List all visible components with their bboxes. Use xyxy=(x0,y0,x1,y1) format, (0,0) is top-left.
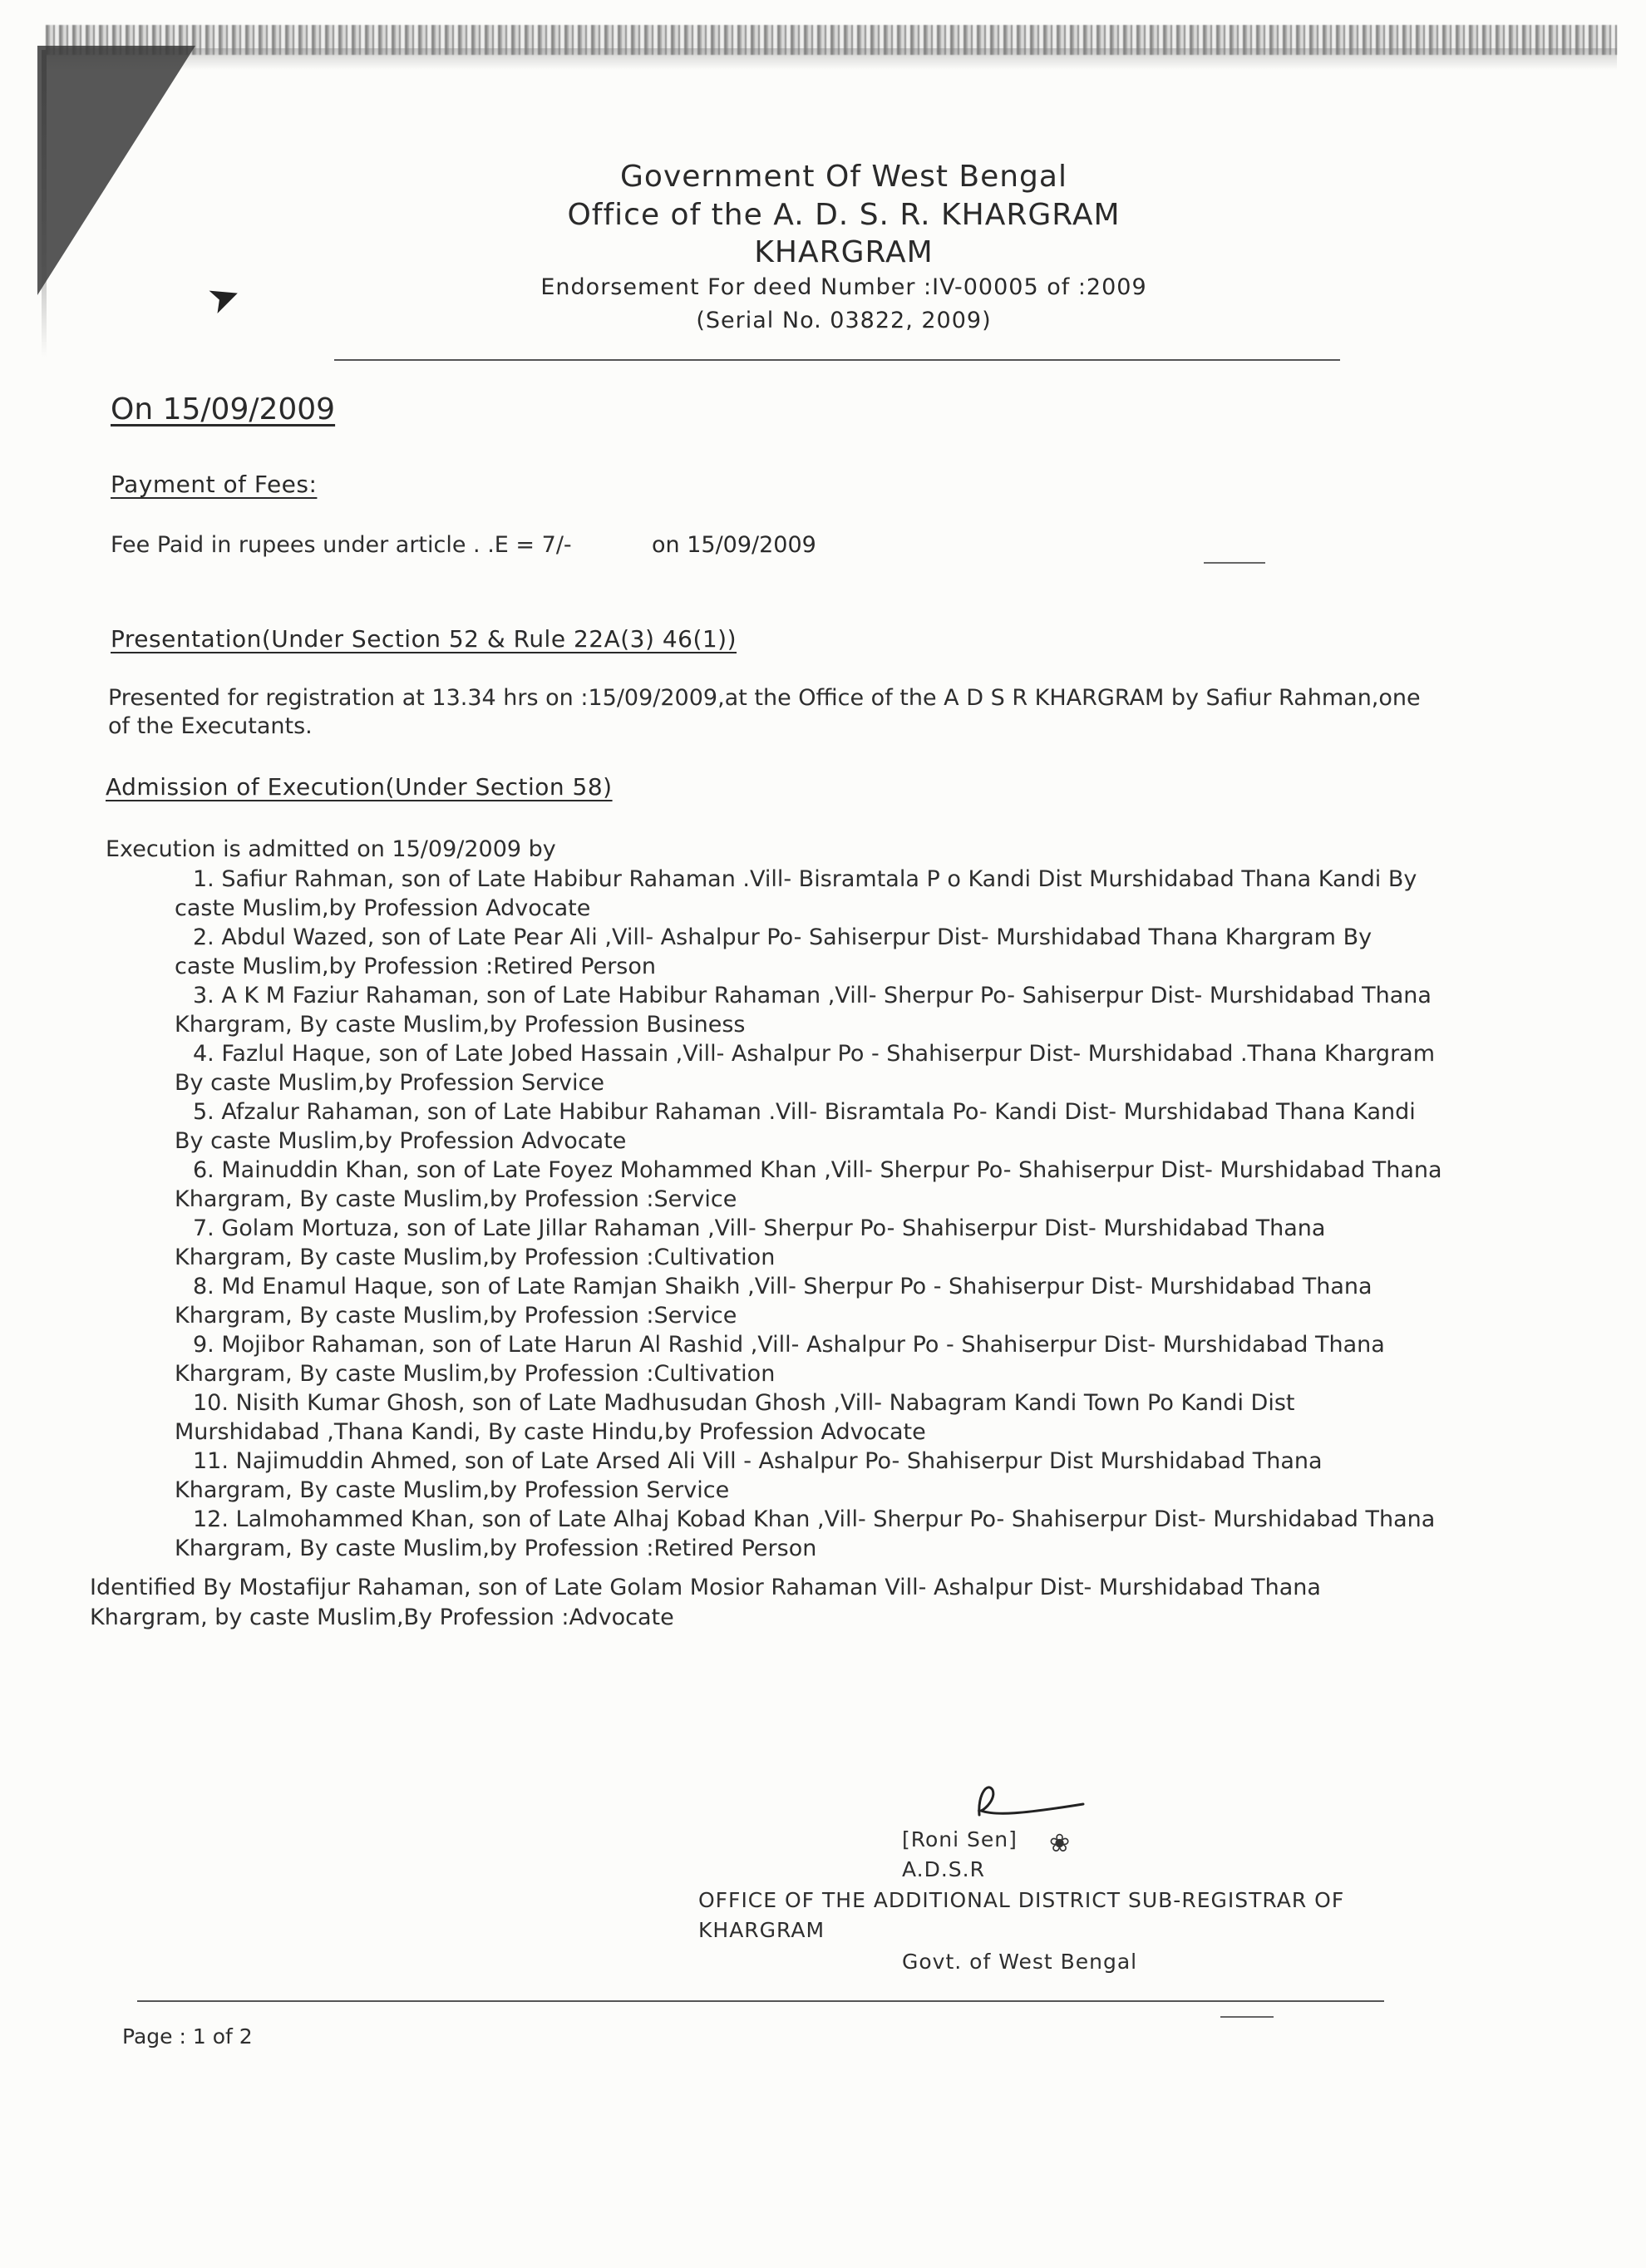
payment-section-title: Payment of Fees: xyxy=(111,471,318,498)
scribble-mark xyxy=(1204,562,1265,564)
stamp-scribble-icon: ❀ xyxy=(1049,1829,1071,1858)
executant-item: 3. A K M Faziur Rahaman, son of Late Habibur Rahaman ,Vill- Sherpur Po- Sahiserpur Dist- Murshidabad Thana Khargram, By caste Muslim,by Profession Business xyxy=(175,983,1432,1038)
presentation-line-2: of the Executants. xyxy=(108,713,313,739)
executant-item: 9. Mojibor Rahaman, son of Late Harun Al Rashid ,Vill- Ashalpur Po - Shahiserpur Dist- Murshidabad Thana Khargram, By caste Muslim,by Profession :Cultivation xyxy=(175,1332,1385,1387)
executants-list xyxy=(175,865,1588,1563)
header-deed-number: Endorsement For deed Number :IV-00005 of :2009 xyxy=(540,274,1147,300)
header-divider xyxy=(334,359,1340,361)
signatory-government: Govt. of West Bengal xyxy=(902,1950,1138,1974)
fee-paid-date: on 15/09/2009 xyxy=(652,532,816,558)
scan-left-edge xyxy=(42,50,47,357)
executant-item: 6. Mainuddin Khan, son of Late Foyez Mohammed Khan ,Vill- Sherpur Po- Shahiserpur Dist- Murshidabad Thana Khargram, By caste Muslim,by Profession :Service xyxy=(175,1157,1442,1212)
signatory-name: [Roni Sen] xyxy=(902,1827,1018,1851)
executant-item: 5. Afzalur Rahaman, son of Late Habibur Rahaman .Vill- Bisramtala Po- Kandi Dist- Murshidabad Thana Kandi By caste Muslim,by Profession Advocate xyxy=(175,1099,1416,1154)
presentation-section-title: Presentation(Under Section 52 & Rule 22A(3) 46(1)) xyxy=(111,625,737,653)
header-location: KHARGRAM xyxy=(754,235,934,269)
presentation-line-1: Presented for registration at 13.34 hrs on :15/09/2009,at the Office of the A D S R KHARGRAM by Safiur Rahman,one xyxy=(108,685,1421,711)
page-number: Page : 1 of 2 xyxy=(122,2024,253,2049)
signatory-designation: A.D.S.R xyxy=(902,1857,985,1881)
scan-corner-fold xyxy=(37,46,195,295)
footer-divider xyxy=(137,2000,1384,2002)
header-government: Government Of West Bengal xyxy=(620,160,1067,194)
admission-section-title: Admission of Execution(Under Section 58) xyxy=(106,773,613,801)
executant-item: 10. Nisith Kumar Ghosh, son of Late Madhusudan Ghosh ,Vill- Nabagram Kandi Town Po Kandi Dist Murshidabad ,Thana Kandi, By caste Hindu,by Profession Advocate xyxy=(175,1390,1295,1445)
signatory-office-line-2: KHARGRAM xyxy=(698,1918,825,1942)
signature-mark xyxy=(971,1777,1087,1827)
executant-item: 7. Golam Mortuza, son of Late Jillar Rahaman ,Vill- Sherpur Po- Shahiserpur Dist- Murshidabad Thana Khargram, By caste Muslim,by Profession :Cultivation xyxy=(175,1215,1326,1270)
executant-item: 1. Safiur Rahman, son of Late Habibur Rahaman .Vill- Bisramtala P o Kandi Dist Murshidabad Thana Kandi By caste Muslim,by Profession Advocate xyxy=(175,866,1417,921)
endorsement-date: On 15/09/2009 xyxy=(111,392,336,426)
header-office: Office of the A. D. S. R. KHARGRAM xyxy=(567,198,1121,232)
scan-edge-shadow xyxy=(46,48,1617,70)
identified-by xyxy=(90,1573,1470,1633)
executant-item: 12. Lalmohammed Khan, son of Late Alhaj Kobad Khan ,Vill- Sherpur Po- Shahiserpur Dist- Murshidabad Thana Khargram, By caste Muslim,by Profession :Retired Person xyxy=(175,1506,1436,1561)
scribble-mark xyxy=(1220,2016,1274,2018)
identified-line-1: Identified By Mostafijur Rahaman, son of Late Golam Mosior Rahaman Vill- Ashalpur Dist- Murshidabad Thana xyxy=(90,1575,1321,1600)
executant-item: 11. Najimuddin Ahmed, son of Late Arsed Ali Vill - Ashalpur Po- Shahiserpur Dist Murshidabad Thana Khargram, By caste Muslim,by Profession Service xyxy=(175,1448,1323,1503)
document-header xyxy=(449,158,1239,338)
pen-mark-icon: ➤ xyxy=(200,270,247,323)
fee-paid-text: Fee Paid in rupees under article . .E = 7/- xyxy=(111,532,572,558)
executant-item: 8. Md Enamul Haque, son of Late Ramjan Shaikh ,Vill- Sherpur Po - Shahiserpur Dist- Murshidabad Thana Khargram, By caste Muslim,by Profession :Service xyxy=(175,1274,1372,1329)
signatory-office-line-1: OFFICE OF THE ADDITIONAL DISTRICT SUB-REGISTRAR OF xyxy=(698,1888,1345,1912)
executant-item: 2. Abdul Wazed, son of Late Pear Ali ,Vill- Ashalpur Po- Sahiserpur Dist- Murshidabad Thana Khargram By caste Muslim,by Profession :Retired Person xyxy=(175,924,1372,979)
header-serial-number: (Serial No. 03822, 2009) xyxy=(696,308,992,333)
executant-item: 4. Fazlul Haque, son of Late Jobed Hassain ,Vill- Ashalpur Po - Shahiserpur Dist- Murshidabad .Thana Khargram By caste Muslim,by Profession Service xyxy=(175,1041,1436,1096)
identified-line-2: Khargram, by caste Muslim,By Profession :Advocate xyxy=(90,1605,674,1630)
admission-intro: Execution is admitted on 15/09/2009 by xyxy=(106,836,556,862)
